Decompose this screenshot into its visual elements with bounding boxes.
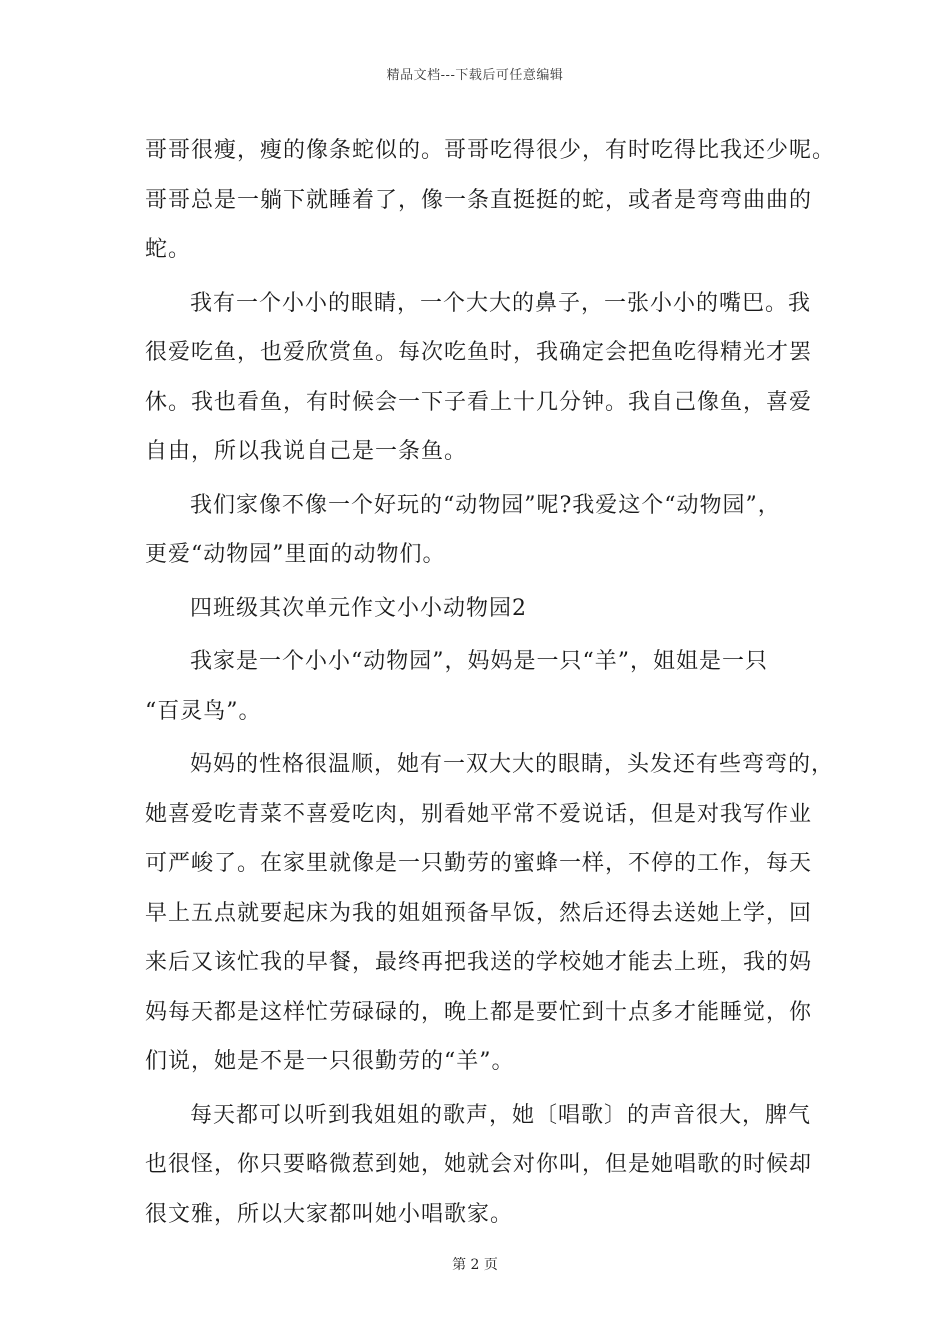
page-header: 精品文档---下载后可任意编辑: [386, 68, 564, 83]
heading-line: 四班级其次单元作文小小动物园2: [190, 595, 527, 621]
text-line: 休。我也看鱼，有时候会一下子看上十几分钟。我自己像鱼，喜爱: [145, 389, 813, 415]
page-number: 第 2 页: [452, 1257, 498, 1273]
text-line: 妈每天都是这样忙劳碌碌的，晚上都是要忙到十点多才能睡觉，你: [145, 999, 813, 1025]
text-line: 很文雅，所以大家都叫她小唱歌家。: [145, 1201, 514, 1227]
text-line: 更爱“动物园”里面的动物们。: [145, 542, 446, 567]
text-line: 她喜爱吃青菜不喜爱吃肉，别看她平常不爱说话，但是对我写作业: [145, 801, 813, 827]
text-line: 每天都可以听到我姐姐的歌声，她〔唱歌〕的声音很大，脾气: [190, 1102, 812, 1128]
paragraph: [145, 481, 835, 580]
paragraph: [145, 637, 835, 736]
section-heading: [145, 584, 835, 634]
text-line: 来后又该忙我的早餐，最终再把我送的学校她才能去上班，我的妈: [145, 950, 813, 975]
text-line: 哥哥总是一躺下就睡着了，像一条直挺挺的蛇，或者是弯弯曲曲的: [145, 187, 813, 213]
text-line: 们说，她是不是一只很勤劳的“羊”。: [145, 1049, 515, 1074]
paragraph: [145, 1091, 835, 1240]
text-line: 也很怪，你只要略微惹到她，她就会对你叫，但是她唱歌的时候却: [145, 1152, 813, 1177]
text-line: 我家是一个小小“动物园”，妈妈是一只“羊”，姐姐是一只: [190, 649, 768, 674]
document-body: [145, 126, 835, 1239]
text-line: 可严峻了。在家里就像是一只勤劳的蜜蜂一样，不停的工作，每天: [145, 851, 813, 876]
paragraph: [145, 740, 835, 1087]
text-line: 早上五点就要起床为我的姐姐预备早饭，然后还得去送她上学，回: [145, 900, 813, 926]
text-line: 哥哥很瘦，瘦的像条蛇似的。哥哥吃得很少，有时吃得比我还少呢。: [145, 138, 836, 163]
text-line: 我有一个小小的眼睛，一个大大的鼻子，一张小小的嘴巴。我: [190, 290, 812, 316]
text-line: 蛇。: [145, 237, 192, 262]
text-line: 我们家像不像一个好玩的“动物园”呢?我爱这个“动物园”，: [190, 492, 781, 518]
text-line: “百灵鸟”。: [145, 698, 262, 724]
text-line: 自由，所以我说自己是一条鱼。: [145, 439, 468, 464]
text-line: 很爱吃鱼，也爱欣赏鱼。每次吃鱼时，我确定会把鱼吃得精光才罢: [145, 340, 813, 365]
paragraph: [145, 126, 835, 275]
paragraph: [145, 279, 835, 477]
text-line: 妈妈的性格很温顺，她有一双大大的眼睛，头发还有些弯弯的，: [190, 752, 835, 777]
